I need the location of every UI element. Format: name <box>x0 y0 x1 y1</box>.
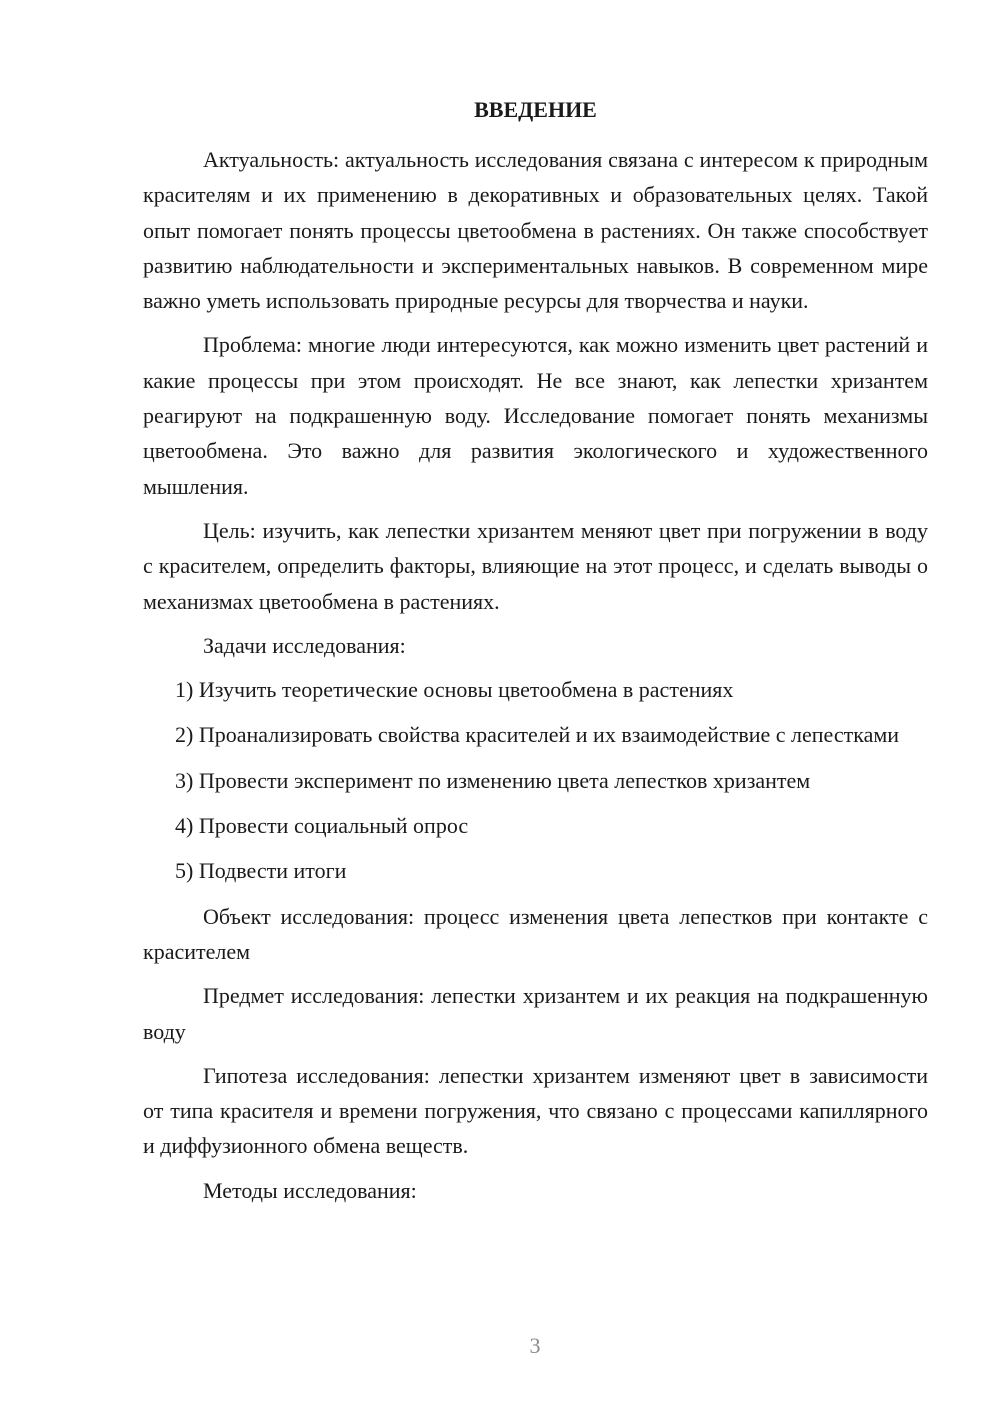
task-item: 5) Подвести итоги <box>175 858 347 884</box>
task-item: 3) Провести эксперимент по изменению цвета лепестков хризантем <box>175 767 811 793</box>
tasks-heading: Задачи исследования: <box>203 632 406 658</box>
problem-paragraph: Проблема: многие люди интересуются, как можно изменить цвет растений и какие процессы при этом происходят. Не все знают, как лепестки хризантем реагируют на подкрашенную воду. Исследование помогает понять механизмы цветообмена. Это важно для развития экологического и художественного мышления. <box>143 332 928 499</box>
task-item: 4) Провести социальный опрос <box>175 813 469 839</box>
goal-paragraph: Цель: изучить, как лепестки хризантем меняют цвет при погружении в воду с красителем, определить факторы, влияющие на этот процесс, и сделать выводы о механизмах цветообмена в растениях. <box>143 517 928 614</box>
subject-paragraph: Предмет исследования: лепестки хризантем и их реакция на подкрашенную воду <box>143 983 928 1044</box>
task-item: 2) Проанализировать свойства красителей и их взаимодействие с лепестками <box>175 722 900 748</box>
task-item: 1) Изучить теоретические основы цветообмена в растениях <box>175 677 734 703</box>
object-paragraph: Объект исследования: процесс изменения цвета лепестков при контакте с красителем <box>143 903 928 964</box>
methods-heading: Методы исследования: <box>203 1177 417 1203</box>
hypothesis-paragraph: Гипотеза исследования: лепестки хризантем изменяют цвет в зависимости от типа красителя и времени погружения, что связано с процессами капиллярного и диффузионного обмена веществ. <box>143 1062 928 1159</box>
document-page <box>143 92 928 1217</box>
section-title: ВВЕДЕНИЕ <box>474 97 597 122</box>
page-number: 3 <box>529 1333 541 1358</box>
relevance-paragraph: Актуальность: актуальность исследования связана с интересом к природным красителям и их применению в декоративных и образовательных целях. Такой опыт помогает понять процессы цветообмена в растениях. Он также способствует развитию наблюдательности и экспериментальных навыков. В современном мире важно уметь использовать природные ресурсы для творчества и науки. <box>143 147 928 314</box>
